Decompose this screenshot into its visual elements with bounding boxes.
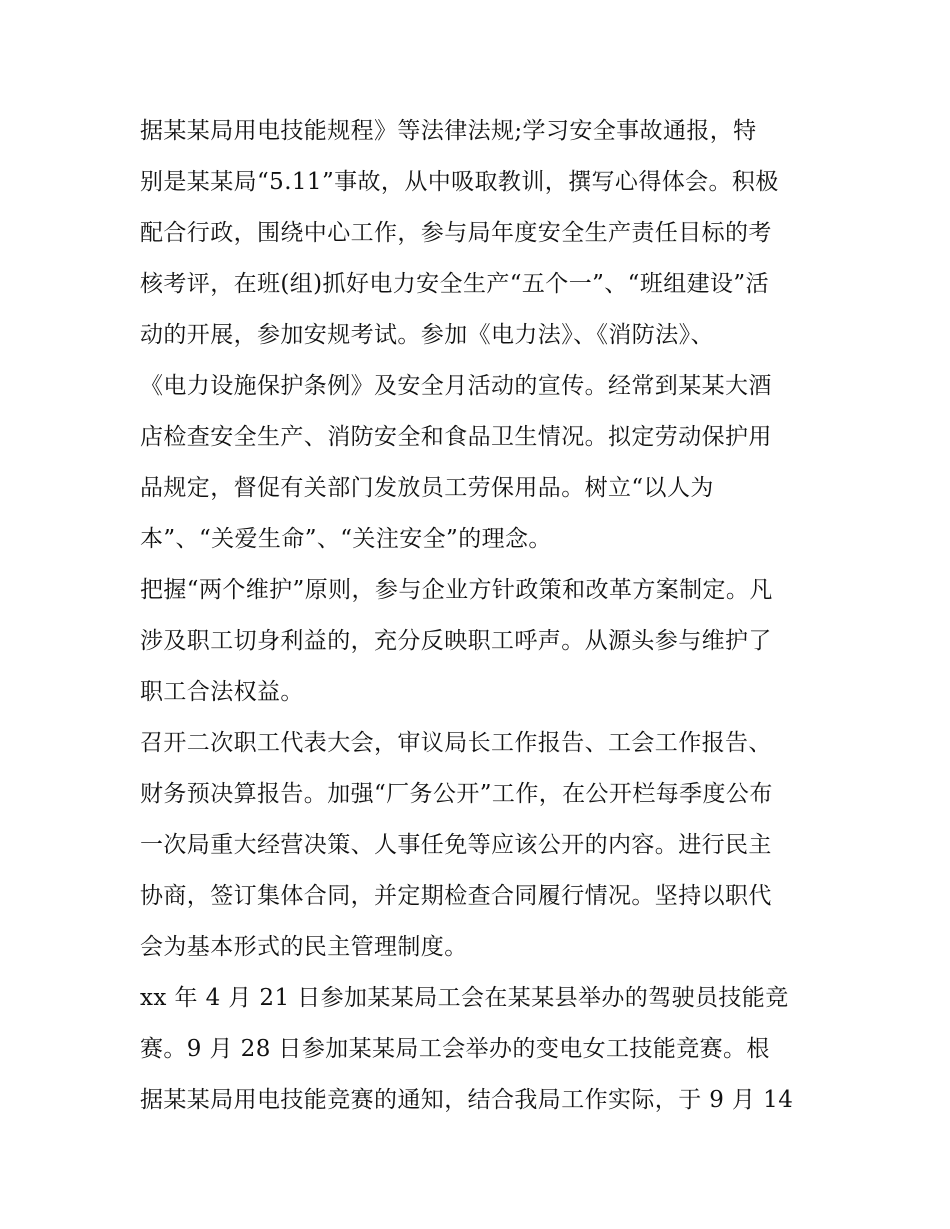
text-line: 职工合法权益。 xyxy=(140,679,304,705)
text-line: 据某某局用电技能竞赛的通知，结合我局工作实际，于 9 月 14 xyxy=(140,1087,794,1113)
text-line: 协商，签订集体合同，并定期检查合同履行情况。坚持以职代 xyxy=(140,883,772,909)
text-line: 动的开展，参加安规考试。参加《电力法》、《消防法》、 xyxy=(140,322,714,348)
text-line: xx 年 4 月 21 日参加某某局工会在某某县举办的驾驶员技能竞 xyxy=(140,985,789,1011)
text-line: 把握“两个维护”原则，参与企业方针政策和改革方案制定。凡 xyxy=(140,577,773,603)
text-line: 本”、“关爱生命”、“关注安全”的理念。 xyxy=(140,526,552,552)
text-line: 核考评，在班(组)抓好电力安全生产“五个一”、“班组建设”活 xyxy=(140,271,769,297)
text-line: 召开二次职工代表大会，审议局长工作报告、工会工作报告、 xyxy=(140,730,772,756)
text-line: 《电力设施保护条例》及安全月活动的宣传。经常到某某大酒 xyxy=(140,373,772,399)
document-body xyxy=(140,106,830,1126)
text-line: 财务预决算报告。加强“厂务公开”工作，在公开栏每季度公布 xyxy=(140,781,773,807)
text-line: 会为基本形式的民主管理制度。 xyxy=(140,934,468,960)
text-line: 品规定，督促有关部门发放员工劳保用品。树立“以人为 xyxy=(140,475,714,501)
text-line: 涉及职工切身利益的，充分反映职工呼声。从源头参与维护了 xyxy=(140,628,772,654)
text-line: 一次局重大经营决策、人事任免等应该公开的内容。进行民主 xyxy=(140,832,772,858)
text-line: 配合行政，围绕中心工作，参与局年度安全生产责任目标的考 xyxy=(140,220,772,246)
text-line: 别是某某局“5.11”事故，从中吸取教训，撰写心得体会。积极 xyxy=(140,169,779,195)
text-line: 据某某局用电技能规程》等法律法规;学习安全事故通报，特 xyxy=(140,118,757,144)
text-line: 赛。9 月 28 日参加某某局工会举办的变电女工技能竞赛。根 xyxy=(140,1036,770,1062)
text-line: 店检查安全生产、消防安全和食品卫生情况。拟定劳动保护用 xyxy=(140,424,772,450)
